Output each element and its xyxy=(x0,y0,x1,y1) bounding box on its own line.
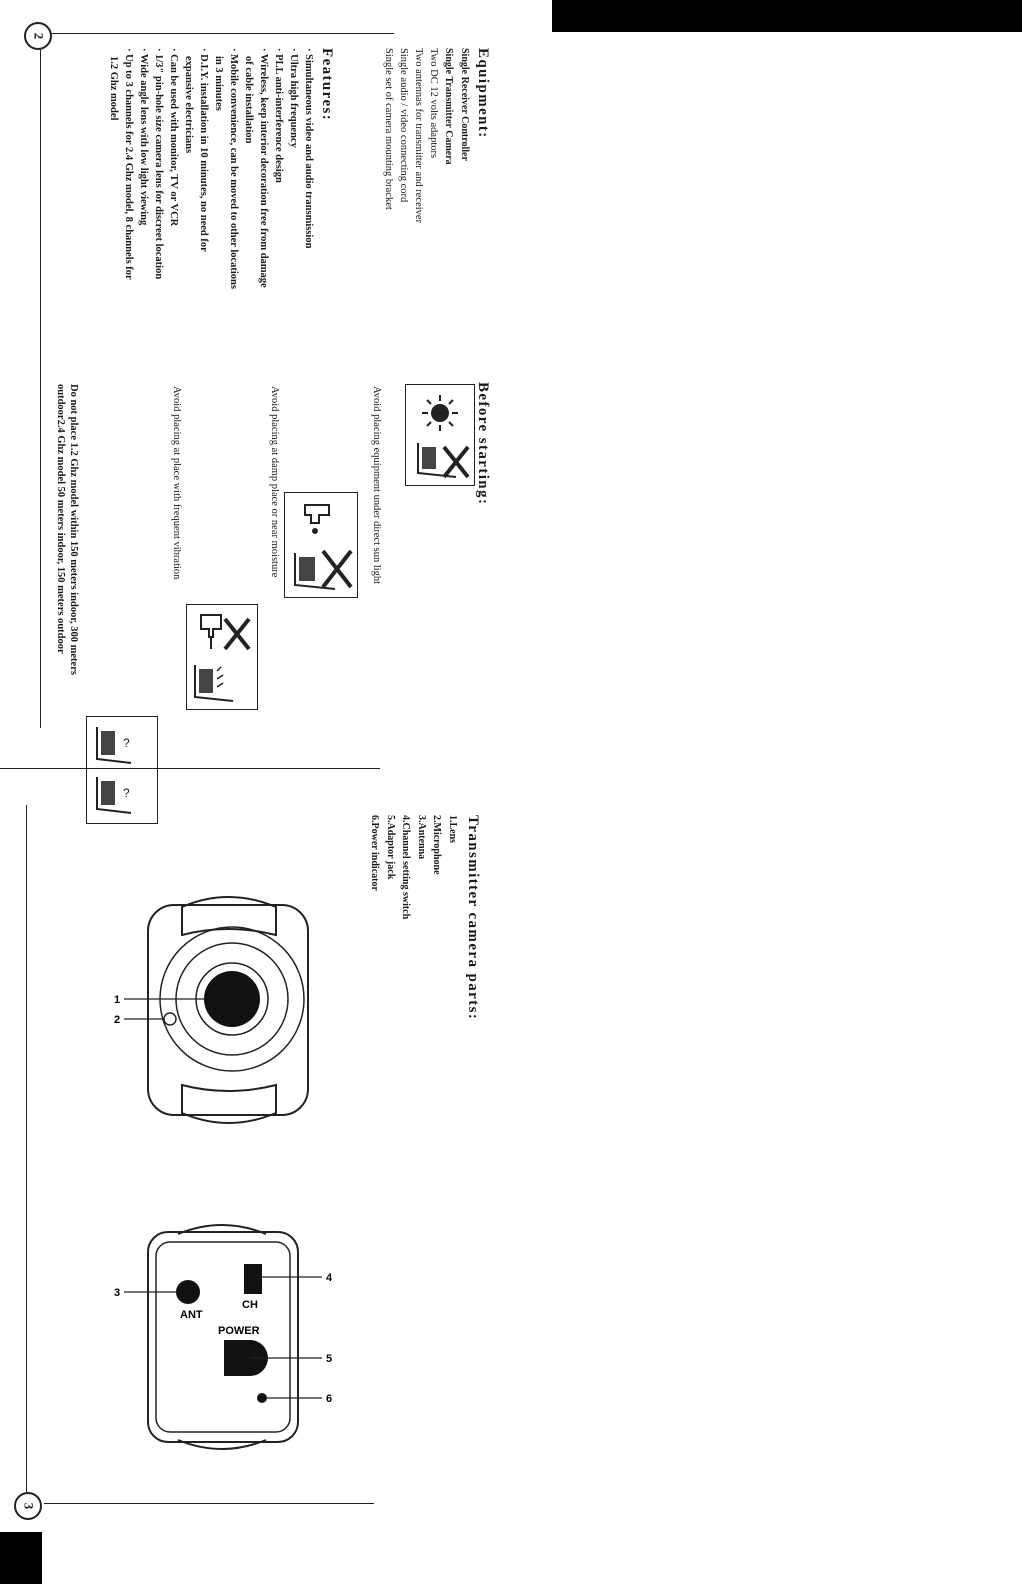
ant-label: ANT xyxy=(180,1309,203,1321)
antenna-connector xyxy=(176,1280,200,1304)
feature-item: · Ultra high frequency xyxy=(288,48,299,148)
part-item: 1.Lens xyxy=(447,815,458,844)
equipment-item: Single audio / video connecting cord xyxy=(398,48,409,203)
before-starting-section xyxy=(472,382,494,505)
black-bar-bottom xyxy=(0,1532,42,1584)
distance-note: Do not place 1.2 Ghz model within 150 meters indoor, 300 meters outdoor2.4 Ghz model 50 meters indoor, 150 meters outdoor xyxy=(55,384,79,675)
microphone xyxy=(164,1013,176,1025)
equipment-heading: Equipment: xyxy=(475,48,491,139)
callout-2: 2 xyxy=(114,1014,121,1026)
feature-item: · Can be used with monitor, TV or VCR xyxy=(168,48,179,227)
panel-outline xyxy=(148,1232,298,1442)
camera-back-diagram xyxy=(100,1222,340,1452)
power-label: POWER xyxy=(218,1325,260,1337)
callout-1: 1 xyxy=(114,994,121,1006)
camera-bottom-lobe xyxy=(182,1085,276,1123)
feature-item: · Up to 3 channels for 2.4 Ghz model, 8 channels for 1.2 Ghz model xyxy=(108,48,134,280)
part-item: 6.Power indicator xyxy=(369,815,381,891)
panel-inner-outline xyxy=(156,1242,290,1432)
moisture-warning-box xyxy=(284,492,358,598)
right-page-rule xyxy=(26,805,27,1495)
warning-caption: Avoid placing at place with frequent vibration xyxy=(171,386,182,580)
callout-3: 3 xyxy=(114,1287,121,1299)
svg-text:?: ? xyxy=(123,786,130,800)
transmitter-section xyxy=(462,815,484,1020)
vibration-warning-icon xyxy=(187,605,257,709)
lens xyxy=(204,971,260,1027)
camera-top-lobe xyxy=(182,897,276,935)
ch-label: CH xyxy=(242,1299,258,1311)
part-item: 2.Microphone xyxy=(431,815,443,875)
part-item: 5.Adaptor jack xyxy=(385,815,396,880)
callout-4: 4 xyxy=(326,1272,333,1284)
equipment-list xyxy=(381,48,472,223)
left-page-rule xyxy=(40,48,41,728)
feature-item: · Simultaneous video and audio transmission xyxy=(303,48,314,249)
equipment-item: Two antennas for transmitter and receiver xyxy=(413,48,424,224)
transmitter-parts-list xyxy=(367,815,460,919)
part-item: 3.Antenna xyxy=(416,815,427,860)
feature-item: · Mobile convenience, can be moved to other locations in 3 minutes xyxy=(213,48,239,289)
sun-warning-icon xyxy=(406,385,474,485)
feature-item: · D.I.Y. installation in 10 minutes, no need for expansive electricians xyxy=(183,48,209,252)
before-starting-heading: Before starting: xyxy=(475,382,491,506)
faucet-warning-icon xyxy=(285,493,357,597)
page-number-right: 3 xyxy=(14,1492,42,1520)
sun-warning-box xyxy=(405,384,475,486)
channel-switch xyxy=(244,1264,262,1294)
page-number-left: 2 xyxy=(24,22,52,50)
equipment-section xyxy=(381,48,494,223)
camera-front-diagram xyxy=(100,895,320,1125)
callout-5: 5 xyxy=(326,1353,333,1365)
feature-item: · 1/3" pin-hole size camera lens for discreet location xyxy=(153,48,164,280)
bottom-rule xyxy=(44,1503,374,1504)
distance-icon xyxy=(87,717,157,823)
equipment-item: Single set of camera mounting bracket xyxy=(383,48,394,210)
warning-caption: Avoid placing at damp place or near moisture xyxy=(269,386,280,578)
top-rule xyxy=(44,33,394,34)
equipment-item: Single Receiver Controller xyxy=(459,48,470,161)
part-item: 4.Channel setting switch xyxy=(400,815,412,920)
equipment-item: Single Transmitter Camera xyxy=(443,48,455,165)
feature-item: · Wide angle lens with low light viewing xyxy=(138,48,149,226)
feature-item: · PLL anti-interference design xyxy=(273,48,284,183)
page-divider xyxy=(0,768,380,769)
equipment-item: Two DC 12 volts adaptors xyxy=(428,48,439,159)
vibration-warning-box xyxy=(186,604,258,710)
warning-caption: Avoid placing equipment under direct sun light xyxy=(371,386,382,585)
black-bar-top xyxy=(552,0,1022,32)
transmitter-heading: Transmitter camera parts: xyxy=(465,815,481,1021)
features-list xyxy=(106,48,316,289)
feature-item: · Wireless, keep interior decoration free from damage of cable installation xyxy=(243,48,269,288)
features-section xyxy=(106,48,338,289)
svg-text:?: ? xyxy=(123,736,130,750)
callout-6: 6 xyxy=(326,1393,333,1405)
features-heading: Features: xyxy=(319,48,335,122)
distance-warning-box xyxy=(86,716,158,824)
power-indicator xyxy=(257,1393,267,1403)
